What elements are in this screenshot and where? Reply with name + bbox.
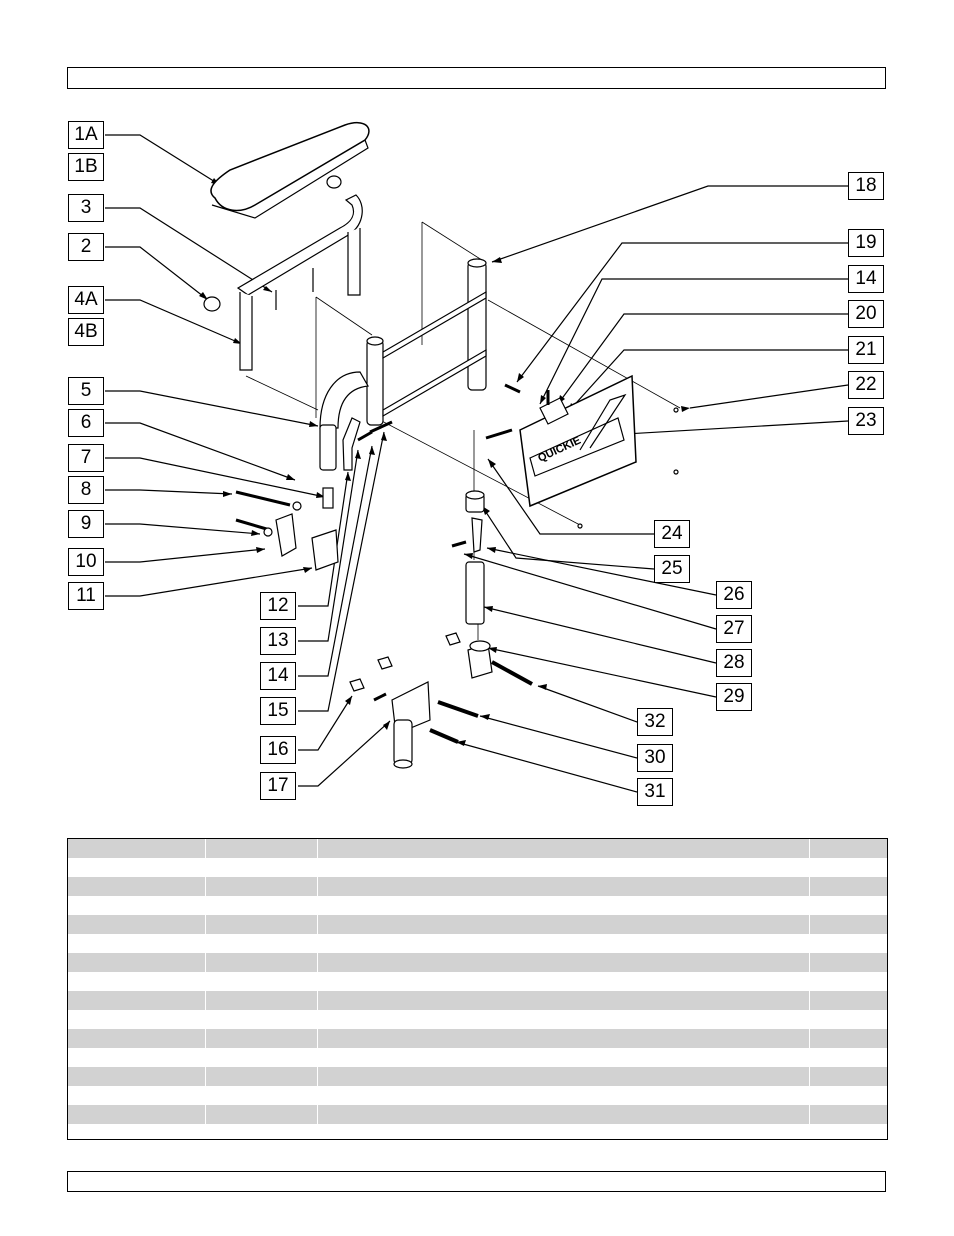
table-row xyxy=(68,1067,887,1086)
table-cell xyxy=(206,1105,318,1124)
clamp-block xyxy=(312,530,338,570)
table-cell xyxy=(206,953,318,972)
callout-21: 21 xyxy=(848,336,884,364)
table-cell xyxy=(810,877,887,896)
table-row xyxy=(68,991,887,1010)
end-cap xyxy=(204,297,220,311)
table-cell xyxy=(68,896,206,915)
table-cell xyxy=(318,1048,810,1067)
leader-17 xyxy=(298,721,390,786)
callout-26: 26 xyxy=(716,581,752,609)
callout-25: 25 xyxy=(654,555,690,583)
callout-8: 8 xyxy=(68,476,104,504)
table-row xyxy=(68,839,887,858)
table-cell xyxy=(318,1105,810,1124)
table-cell xyxy=(318,915,810,934)
callout-10: 10 xyxy=(68,548,104,576)
table-cell xyxy=(318,1067,810,1086)
table-cell xyxy=(810,1010,887,1029)
table-cell xyxy=(68,858,206,877)
table-cell xyxy=(318,839,810,858)
table-cell xyxy=(68,991,206,1010)
callout-6: 6 xyxy=(68,409,104,437)
callout-14: 14 xyxy=(260,662,296,690)
callout-16: 16 xyxy=(260,736,296,764)
table-cell xyxy=(68,877,206,896)
parts-table xyxy=(67,838,888,1140)
arm-tube xyxy=(238,195,362,295)
table-cell xyxy=(318,1029,810,1048)
leader-16 xyxy=(298,696,352,750)
leader-25 xyxy=(482,506,654,569)
armpad xyxy=(211,123,369,211)
assembly-line xyxy=(246,376,318,410)
lever xyxy=(343,418,360,470)
table-row xyxy=(68,1105,887,1124)
table-row xyxy=(68,877,887,896)
table-cell xyxy=(810,991,887,1010)
table-cell xyxy=(318,877,810,896)
leader-8 xyxy=(105,490,232,494)
callout-5: 5 xyxy=(68,377,104,405)
table-row xyxy=(68,858,887,877)
height-post xyxy=(466,562,484,624)
table-cell xyxy=(206,934,318,953)
table-cell xyxy=(810,1086,887,1105)
leader-2 xyxy=(105,247,208,300)
leader-18 xyxy=(492,186,848,262)
table-cell xyxy=(68,839,206,858)
callout-20: 20 xyxy=(848,300,884,328)
leader-4A xyxy=(105,300,242,344)
table-cell xyxy=(206,877,318,896)
table-cell xyxy=(68,1105,206,1124)
table-row xyxy=(68,896,887,915)
assembly-line xyxy=(422,222,485,262)
callout-14-right: 14 xyxy=(848,265,884,293)
table-cell xyxy=(68,915,206,934)
table-row xyxy=(68,934,887,953)
table-cell xyxy=(206,1086,318,1105)
table-cell xyxy=(810,953,887,972)
table-cell xyxy=(810,1067,887,1086)
callout-7: 7 xyxy=(68,444,104,472)
table-cell xyxy=(810,1048,887,1067)
table-cell xyxy=(810,934,887,953)
callout-18: 18 xyxy=(848,172,884,200)
table-row xyxy=(68,1086,887,1105)
table-cell xyxy=(68,972,206,991)
callout-29: 29 xyxy=(716,683,752,711)
table-cell xyxy=(206,858,318,877)
leader-5 xyxy=(105,391,318,426)
table-cell xyxy=(206,1067,318,1086)
callout-4B: 4B xyxy=(68,318,104,346)
leader-14b xyxy=(540,279,848,404)
table-row xyxy=(68,915,887,934)
table-cell xyxy=(206,991,318,1010)
callout-22: 22 xyxy=(848,371,884,399)
table-row xyxy=(68,1010,887,1029)
callout-12: 12 xyxy=(260,592,296,620)
leader-6 xyxy=(105,423,295,480)
leader-22 xyxy=(690,385,848,408)
callout-27: 27 xyxy=(716,615,752,643)
callout-24: 24 xyxy=(654,520,690,548)
table-cell xyxy=(318,972,810,991)
table-cell xyxy=(810,1029,887,1048)
panel-brand: QUICKIE xyxy=(536,434,583,465)
table-row xyxy=(68,953,887,972)
callout-32: 32 xyxy=(637,708,673,736)
table-cell xyxy=(68,1029,206,1048)
table-cell xyxy=(206,972,318,991)
table-cell xyxy=(810,1105,887,1124)
table-cell xyxy=(810,915,887,934)
table-cell xyxy=(318,1010,810,1029)
table-cell xyxy=(318,896,810,915)
table-cell xyxy=(318,858,810,877)
callout-1A: 1A xyxy=(68,121,104,149)
leader-30 xyxy=(480,716,637,758)
table-cell xyxy=(318,934,810,953)
callout-31: 31 xyxy=(637,778,673,806)
callout-13: 13 xyxy=(260,627,296,655)
table-cell xyxy=(68,1067,206,1086)
leader-10 xyxy=(105,549,265,562)
callout-9: 9 xyxy=(68,510,104,538)
callout-19: 19 xyxy=(848,229,884,257)
table-cell xyxy=(810,972,887,991)
table-cell xyxy=(206,915,318,934)
callout-11: 11 xyxy=(68,582,104,610)
table-cell xyxy=(810,896,887,915)
mount-plate xyxy=(276,514,296,556)
table-cell xyxy=(810,858,887,877)
table-cell xyxy=(206,1010,318,1029)
table-cell xyxy=(318,991,810,1010)
arm-post-left xyxy=(240,292,252,370)
footer-bar xyxy=(67,1171,886,1192)
callout-30: 30 xyxy=(637,744,673,772)
callout-4A: 4A xyxy=(68,286,104,314)
leader-3 xyxy=(105,208,272,292)
table-cell xyxy=(318,953,810,972)
callout-15: 15 xyxy=(260,697,296,725)
leader-32 xyxy=(538,686,637,722)
leader-23 xyxy=(625,421,848,434)
table-cell xyxy=(68,1048,206,1067)
table-cell xyxy=(206,896,318,915)
table-cell xyxy=(206,1029,318,1048)
receiver-tube-front xyxy=(367,340,383,425)
table-cell xyxy=(68,953,206,972)
table-cell xyxy=(68,1086,206,1105)
clamp-tube-5 xyxy=(320,372,368,428)
table-cell xyxy=(68,934,206,953)
latch-clip xyxy=(472,518,482,552)
callout-3: 3 xyxy=(68,194,104,222)
table-row xyxy=(68,972,887,991)
table-cell xyxy=(206,839,318,858)
table-row xyxy=(68,1029,887,1048)
leader-19 xyxy=(517,243,848,382)
leader-31 xyxy=(456,742,637,792)
table-cell xyxy=(318,1086,810,1105)
arm-post-right xyxy=(348,228,360,295)
table-cell xyxy=(68,1010,206,1029)
table-cell xyxy=(810,839,887,858)
callout-17: 17 xyxy=(260,772,296,800)
callout-23: 23 xyxy=(848,407,884,435)
leader-9 xyxy=(105,524,260,534)
callout-28: 28 xyxy=(716,649,752,677)
callout-2: 2 xyxy=(68,233,104,261)
table-cell xyxy=(206,1048,318,1067)
assembly-line xyxy=(316,297,372,335)
leader-15 xyxy=(298,432,384,711)
callout-1B: 1B xyxy=(68,153,104,181)
table-row xyxy=(68,1048,887,1067)
leader-1A xyxy=(105,135,220,185)
receiver-tube-18 xyxy=(468,262,486,390)
